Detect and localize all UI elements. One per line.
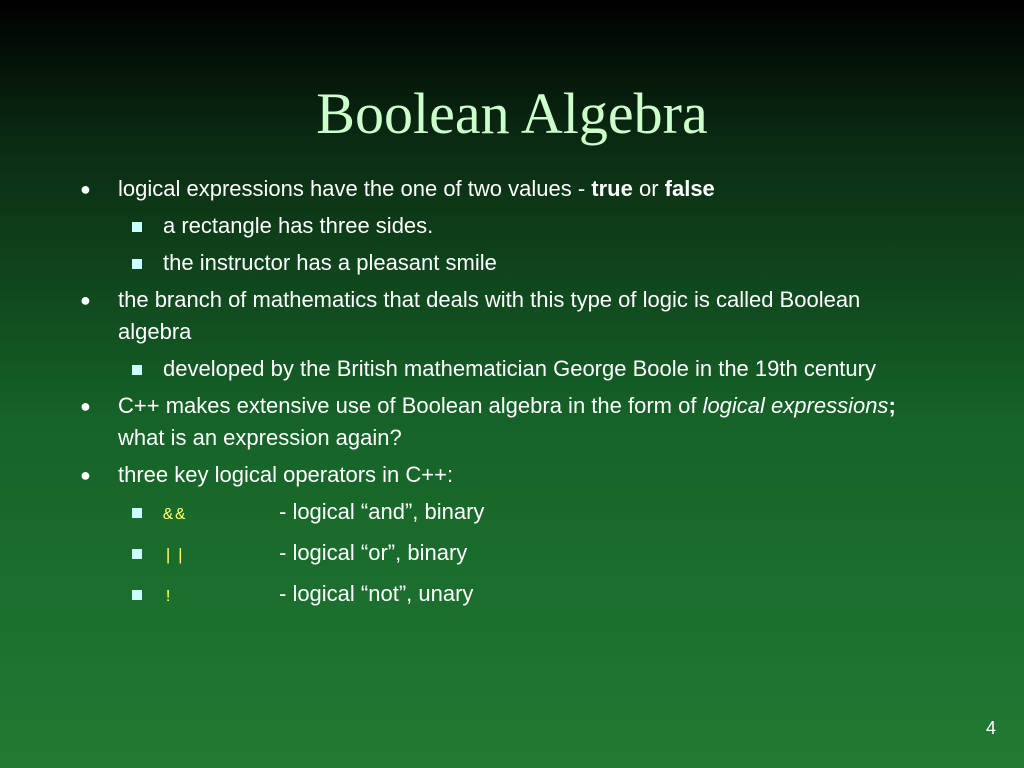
square-bullet-icon [132, 365, 142, 375]
operator-description: - logical “or”, binary [279, 540, 468, 565]
round-bullet-icon: ● [80, 179, 91, 199]
square-bullet-icon [132, 590, 142, 600]
square-bullet-icon [132, 259, 142, 269]
bullet-text-or: or [632, 176, 665, 201]
round-bullet-icon: ● [80, 465, 91, 485]
italic-logical-expressions: logical expressions [702, 393, 889, 418]
square-bullet-icon [132, 549, 142, 559]
operator-symbol: || [163, 547, 188, 566]
bullet-text: C++ makes extensive use of Boolean algebra in the form of [118, 393, 703, 418]
sub-bullet-operator-and [163, 496, 923, 532]
bold-false-text: false [664, 176, 715, 201]
page-number: 4 [985, 718, 996, 738]
operator-symbol: && [163, 506, 188, 525]
operator-description: - logical “and”, binary [279, 499, 485, 524]
sub-bullet-operator-or [163, 537, 923, 573]
operator-description: - logical “not”, unary [279, 581, 474, 606]
round-bullet-icon: ● [80, 290, 91, 310]
sub-bullet-text: a rectangle has three sides. [163, 213, 434, 238]
bullet-logical-expressions [80, 173, 918, 205]
slide-content [0, 168, 1024, 614]
bold-semicolon: ; [888, 393, 896, 418]
square-bullet-icon [132, 222, 142, 232]
bullet-text: the branch of mathematics that deals with this type of logic is called Boolean algebra [118, 287, 861, 344]
sub-bullet-instructor [163, 247, 923, 279]
bold-true-text: true [591, 176, 633, 201]
bullet-cpp-boolean [80, 390, 918, 454]
bullet-text-question: what is an expression again? [118, 425, 402, 450]
slide-title: Boolean Algebra [316, 81, 708, 146]
round-bullet-icon: ● [80, 396, 91, 416]
sub-bullet-rectangle [163, 210, 923, 242]
operator-symbol: ! [163, 588, 176, 607]
sub-bullet-text: the instructor has a pleasant smile [163, 250, 497, 275]
sub-bullet-text: developed by the British mathematician George Boole in the 19th century [163, 356, 876, 381]
bullet-branch-of-mathematics [80, 284, 918, 348]
square-bullet-icon [132, 508, 142, 518]
bullet-text: logical expressions have the one of two values - [118, 176, 592, 201]
bullet-text: three key logical operators in C++: [118, 462, 454, 487]
sub-bullet-george-boole [163, 353, 923, 385]
sub-bullet-operator-not [163, 578, 923, 614]
bullet-logical-operators [80, 459, 918, 491]
